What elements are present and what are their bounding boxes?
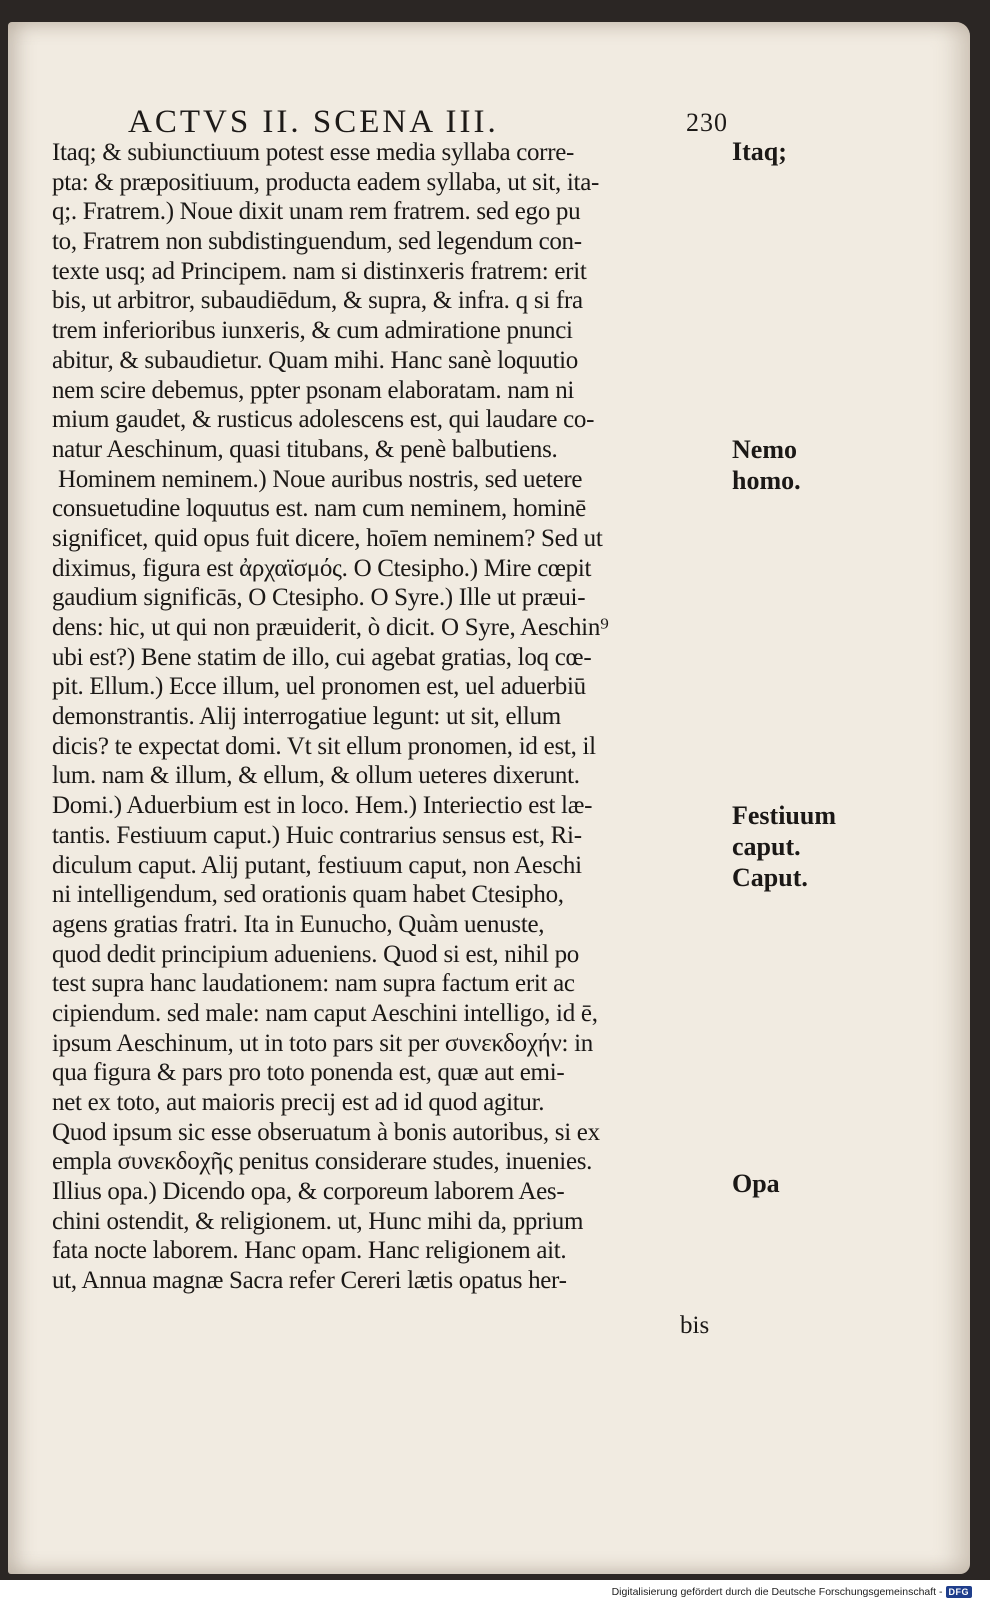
text-line: test supra hanc laudationem: nam supra factum erit ac	[52, 970, 575, 998]
text-line: nem scire debemus, ppter psonam elaboratam. nam ni	[52, 376, 575, 404]
text-line: chini ostendit, & religionem. ut, Hunc mihi da, pprium	[52, 1207, 584, 1235]
text-line: pit. Ellum.) Ecce illum, uel pronomen est, uel aduerbiū	[52, 673, 586, 701]
text-line: Domi.) Aduerbium est in loco. Hem.) Interiectio est læ-	[52, 792, 593, 820]
text-line: Itaq; & subiunctiuum potest esse media syllaba corre-	[52, 139, 575, 166]
running-head-title: ACTVS II. SCENA III.	[128, 104, 499, 140]
margin-note-festiuum-caput: Festiuum caput. Caput.	[732, 801, 836, 892]
text-line: pta: & præpositiuum, producta eadem syllaba, ut sit, ita-	[52, 168, 600, 196]
body-text	[52, 138, 752, 1296]
digitization-credit	[612, 1586, 972, 1598]
text-line: trem inferioribus iunxeris, & cum admiratione pnunci	[52, 317, 573, 345]
text-line: gaudium significās, O Ctesipho. O Syre.) Ille ut præui-	[52, 584, 586, 612]
text-line: qua figura & pars pro toto ponenda est, quæ aut emi-	[52, 1059, 565, 1087]
credit-text: Digitalisierung gefördert durch die Deutsche Forschungsgemeinschaft -	[611, 1586, 943, 1598]
text-line: Quod ipsum sic esse obseruatum à bonis autoribus, si ex	[52, 1118, 600, 1146]
text-line: natur Aeschinum, quasi titubans, & penè balbutiens.	[52, 435, 558, 463]
text-line: empla συνεκδοχῆς penitus considerare studes, inuenies.	[52, 1148, 593, 1176]
text-line: quod dedit principium adueniens. Quod si est, nihil po	[52, 940, 579, 968]
running-head	[128, 104, 748, 141]
text-line: bis, ut arbitror, subaudiēdum, & supra, & infra. q si fra	[52, 287, 583, 315]
text-line: q;. Fratrem.) Noue dixit unam rem fratrem. sed ego pu	[52, 198, 581, 226]
text-line: dens: hic, ut qui non præuiderit, ò dicit. O Syre, Aeschin⁹	[52, 614, 609, 641]
folio-number: 230	[686, 108, 728, 137]
text-line: abitur, & subaudietur. Quam mihi. Hanc sanè loquutio	[52, 346, 578, 374]
dfg-logo: DFG	[946, 1586, 973, 1598]
text-line: agens gratias fratri. Ita in Eunucho, Quàm uenuste,	[52, 910, 545, 938]
text-line: texte usq; ad Principem. nam si distinxeris fratrem: erit	[52, 257, 587, 285]
text-line: significet, quid opus fuit dicere, hoīem neminem? Sed ut	[52, 524, 603, 552]
margin-note-opa: Opa	[732, 1169, 780, 1198]
margin-note-nemo-homo: Nemo homo.	[732, 435, 801, 495]
text-line: to, Fratrem non subdistinguendum, sed legendum con-	[52, 228, 582, 256]
margin-note-itaque: Itaq;	[732, 137, 787, 166]
text-line: diculum caput. Alij putant, festiuum caput, non Aeschi	[52, 851, 582, 879]
text-line: mium gaudet, & rusticus adolescens est, qui laudare co-	[52, 406, 595, 434]
text-line: ut, Annua magnæ Sacra refer Cereri lætis opatus her-	[52, 1267, 567, 1295]
text-line: net ex toto, aut maioris precij est ad id quod agitur.	[52, 1089, 545, 1116]
text-line: fata nocte laborem. Hanc opam. Hanc religionem ait.	[52, 1237, 567, 1265]
text-line: tantis. Festiuum caput.) Huic contrarius sensus est, Ri-	[52, 821, 582, 849]
text-line: cipiendum. sed male: nam caput Aeschini intelligo, id ē,	[52, 999, 598, 1027]
text-line: ni intelligendum, sed orationis quam habet Ctesipho,	[52, 881, 564, 909]
text-line: ubi est?) Bene statim de illo, cui agebat gratias, loq cœ-	[52, 643, 592, 671]
text-line: dicis? te expectat domi. Vt sit ellum pronomen, id est, il	[52, 732, 596, 760]
text-line: Hominem neminem.) Noue auribus nostris, sed uetere	[58, 465, 583, 493]
text-line: Illius opa.) Dicendo opa, & corporeum laborem Aes-	[52, 1178, 565, 1206]
text-line: consuetudine loquutus est. nam cum neminem, hominē	[52, 495, 586, 523]
text-line: ipsum Aeschinum, ut in toto pars sit per συνεκδοχήν: in	[52, 1029, 593, 1057]
text-line: diximus, figura est ἀρχαϊσμός. O Ctesipho.) Mire cœpit	[52, 554, 592, 582]
text-line: lum. nam & illum, & ellum, & ollum ueteres dixerunt.	[52, 762, 580, 790]
catchword: bis	[680, 1312, 710, 1339]
text-line: demonstrantis. Alij interrogatiue legunt: ut sit, ellum	[52, 703, 561, 731]
